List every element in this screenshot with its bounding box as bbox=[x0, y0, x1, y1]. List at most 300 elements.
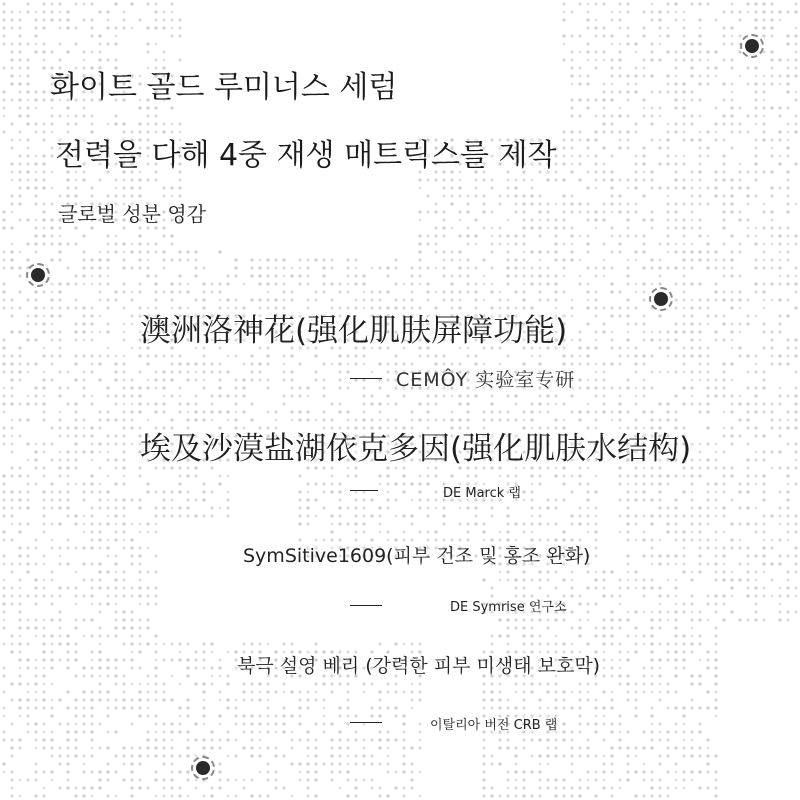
map-dot bbox=[130, 754, 133, 757]
map-dot bbox=[154, 570, 157, 573]
map-dot bbox=[642, 218, 645, 221]
map-dot bbox=[658, 586, 661, 589]
map-dot bbox=[754, 570, 757, 573]
map-dot bbox=[138, 242, 141, 245]
map-dot bbox=[114, 626, 117, 629]
map-dot bbox=[658, 146, 661, 149]
map-dot bbox=[506, 282, 509, 285]
map-dot bbox=[18, 170, 21, 173]
map-dot bbox=[306, 258, 309, 261]
map-dot bbox=[618, 482, 621, 485]
map-dot bbox=[66, 402, 69, 405]
map-dot bbox=[186, 746, 189, 749]
map-dot bbox=[34, 98, 37, 101]
map-dot bbox=[162, 754, 165, 757]
map-dot bbox=[690, 482, 693, 485]
map-dot bbox=[578, 338, 581, 341]
map-dot bbox=[626, 522, 629, 525]
map-dot bbox=[562, 418, 565, 421]
map-dot bbox=[794, 522, 797, 525]
map-dot bbox=[42, 594, 45, 597]
map-dot bbox=[346, 506, 349, 509]
map-dot bbox=[690, 698, 693, 701]
map-dot bbox=[154, 386, 157, 389]
map-dot bbox=[26, 562, 29, 565]
map-dot bbox=[698, 202, 701, 205]
map-dot bbox=[538, 210, 541, 213]
map-dot bbox=[666, 418, 669, 421]
map-dot bbox=[26, 10, 29, 13]
map-dot bbox=[642, 682, 645, 685]
map-dot bbox=[722, 602, 725, 605]
map-dot bbox=[170, 370, 173, 373]
map-dot bbox=[674, 122, 677, 125]
map-dot bbox=[250, 370, 253, 373]
map-dot bbox=[418, 242, 421, 245]
map-dot bbox=[762, 34, 765, 37]
map-dot bbox=[82, 354, 85, 357]
map-dot bbox=[154, 522, 157, 525]
map-dot bbox=[610, 706, 613, 709]
map-dot bbox=[170, 18, 173, 21]
map-dot bbox=[754, 146, 757, 149]
map-dot bbox=[618, 498, 621, 501]
map-dot bbox=[34, 674, 37, 677]
map-dot bbox=[218, 482, 221, 485]
map-dot bbox=[18, 578, 21, 581]
map-dot bbox=[482, 530, 485, 533]
map-dot bbox=[618, 74, 621, 77]
map-dot bbox=[50, 218, 53, 221]
map-dot bbox=[466, 402, 469, 405]
map-dot bbox=[434, 490, 437, 493]
map-dot bbox=[10, 386, 13, 389]
map-dot bbox=[586, 530, 589, 533]
map-dot bbox=[42, 442, 45, 445]
map-dot bbox=[482, 282, 485, 285]
map-dot bbox=[698, 618, 701, 621]
map-dot bbox=[626, 26, 629, 29]
map-dot bbox=[586, 378, 589, 381]
map-dot bbox=[698, 514, 701, 517]
map-dot bbox=[34, 778, 37, 781]
map-dot bbox=[530, 690, 533, 693]
map-dot bbox=[402, 642, 405, 645]
map-dot bbox=[266, 690, 269, 693]
map-dot bbox=[498, 410, 501, 413]
map-dot bbox=[186, 418, 189, 421]
map-dot bbox=[114, 538, 117, 541]
map-dot bbox=[42, 178, 45, 181]
map-dot bbox=[170, 786, 173, 789]
map-dot bbox=[130, 250, 133, 253]
map-dot bbox=[290, 738, 293, 741]
map-dot bbox=[98, 482, 101, 485]
map-dot bbox=[10, 506, 13, 509]
map-dot bbox=[74, 2, 77, 5]
map-dot bbox=[50, 10, 53, 13]
map-dot bbox=[362, 738, 365, 741]
map-dot bbox=[74, 730, 77, 733]
map-dot bbox=[738, 242, 741, 245]
map-dot bbox=[338, 402, 341, 405]
map-dot bbox=[650, 714, 653, 717]
map-dot bbox=[690, 634, 693, 637]
map-dot bbox=[786, 138, 789, 141]
map-dot bbox=[714, 282, 717, 285]
map-dot bbox=[122, 474, 125, 477]
map-dot bbox=[762, 330, 765, 333]
map-dot bbox=[282, 786, 285, 789]
map-dot bbox=[786, 42, 789, 45]
map-dot bbox=[650, 122, 653, 125]
map-dot bbox=[754, 578, 757, 581]
map-dot bbox=[18, 346, 21, 349]
map-dot bbox=[66, 114, 69, 117]
map-dot bbox=[66, 746, 69, 749]
map-dot bbox=[522, 570, 525, 573]
map-dot bbox=[530, 618, 533, 621]
map-dot bbox=[610, 410, 613, 413]
map-dot bbox=[82, 498, 85, 501]
map-dot bbox=[618, 746, 621, 749]
map-dot bbox=[762, 402, 765, 405]
map-dot bbox=[2, 2, 5, 5]
map-dot bbox=[170, 282, 173, 285]
map-dot bbox=[746, 570, 749, 573]
map-dot bbox=[90, 322, 93, 325]
map-dot bbox=[642, 162, 645, 165]
map-dot bbox=[794, 234, 797, 237]
map-dot bbox=[498, 762, 501, 765]
map-dot bbox=[114, 458, 117, 461]
map-dot bbox=[26, 682, 29, 685]
map-dot bbox=[98, 546, 101, 549]
map-dot bbox=[666, 146, 669, 149]
map-dot bbox=[738, 18, 741, 21]
map-dot bbox=[154, 114, 157, 117]
map-dot bbox=[258, 794, 261, 797]
map-dot bbox=[146, 386, 149, 389]
map-dot bbox=[594, 226, 597, 229]
map-dot bbox=[138, 754, 141, 757]
map-dot bbox=[618, 290, 621, 293]
map-dot bbox=[2, 410, 5, 413]
map-dot bbox=[2, 34, 5, 37]
map-dot bbox=[474, 266, 477, 269]
map-dot bbox=[346, 778, 349, 781]
map-dot bbox=[682, 306, 685, 309]
map-dot bbox=[322, 362, 325, 365]
map-dot bbox=[10, 794, 13, 797]
map-dot bbox=[90, 730, 93, 733]
map-dot bbox=[330, 482, 333, 485]
map-dot bbox=[122, 578, 125, 581]
map-dot bbox=[106, 762, 109, 765]
map-dot bbox=[602, 122, 605, 125]
map-dot bbox=[778, 82, 781, 85]
map-dot bbox=[458, 290, 461, 293]
map-dot bbox=[282, 722, 285, 725]
map-dot bbox=[586, 106, 589, 109]
map-dot bbox=[106, 298, 109, 301]
map-dot bbox=[242, 394, 245, 397]
map-dot bbox=[738, 354, 741, 357]
map-dot bbox=[130, 242, 133, 245]
map-dot bbox=[762, 570, 765, 573]
map-dot bbox=[658, 186, 661, 189]
map-dot bbox=[538, 570, 541, 573]
map-dot bbox=[2, 282, 5, 285]
map-dot bbox=[154, 714, 157, 717]
map-dot bbox=[746, 474, 749, 477]
map-dot bbox=[266, 298, 269, 301]
map-dot bbox=[114, 554, 117, 557]
map-dot bbox=[770, 18, 773, 21]
map-dot bbox=[314, 770, 317, 773]
map-dot bbox=[562, 698, 565, 701]
map-dot bbox=[650, 666, 653, 669]
map-dot bbox=[178, 258, 181, 261]
map-dot bbox=[658, 562, 661, 565]
map-dot bbox=[650, 138, 653, 141]
map-dot bbox=[426, 290, 429, 293]
map-dot bbox=[354, 474, 357, 477]
map-dot bbox=[18, 562, 21, 565]
map-dot bbox=[746, 66, 749, 69]
map-dot bbox=[474, 522, 477, 525]
map-dot bbox=[258, 362, 261, 365]
map-dot bbox=[322, 282, 325, 285]
map-dot bbox=[98, 602, 101, 605]
map-dot bbox=[170, 394, 173, 397]
map-dot bbox=[610, 722, 613, 725]
map-dot bbox=[674, 218, 677, 221]
map-dot bbox=[26, 258, 29, 261]
map-dot bbox=[594, 114, 597, 117]
map-dot bbox=[50, 698, 53, 701]
map-dot bbox=[26, 330, 29, 333]
map-dot bbox=[474, 298, 477, 301]
map-dot bbox=[482, 738, 485, 741]
map-dot bbox=[170, 778, 173, 781]
map-dot bbox=[778, 242, 781, 245]
map-dot bbox=[562, 154, 565, 157]
map-dot bbox=[754, 610, 757, 613]
map-dot bbox=[586, 586, 589, 589]
map-dot bbox=[58, 282, 61, 285]
map-dot bbox=[546, 746, 549, 749]
map-dot bbox=[74, 642, 77, 645]
map-dot bbox=[786, 210, 789, 213]
map-dot bbox=[650, 522, 653, 525]
map-dot bbox=[778, 522, 781, 525]
map-dot bbox=[714, 778, 717, 781]
map-dot bbox=[690, 250, 693, 253]
map-dot bbox=[242, 690, 245, 693]
map-dot bbox=[122, 746, 125, 749]
map-dot bbox=[506, 570, 509, 573]
map-dot bbox=[226, 394, 229, 397]
map-dot bbox=[610, 170, 613, 173]
map-dot bbox=[754, 458, 757, 461]
map-dot bbox=[154, 730, 157, 733]
map-dot bbox=[66, 426, 69, 429]
map-dot bbox=[42, 26, 45, 29]
map-dot bbox=[50, 746, 53, 749]
map-dot bbox=[722, 34, 725, 37]
map-dot bbox=[50, 706, 53, 709]
map-dot bbox=[42, 466, 45, 469]
map-dot bbox=[242, 746, 245, 749]
map-dot bbox=[594, 314, 597, 317]
map-dot bbox=[434, 474, 437, 477]
map-dot bbox=[50, 538, 53, 541]
map-dot bbox=[642, 578, 645, 581]
map-dot bbox=[642, 666, 645, 669]
map-dot bbox=[514, 290, 517, 293]
map-dot bbox=[570, 138, 573, 141]
map-dot bbox=[714, 394, 717, 397]
map-dot bbox=[642, 114, 645, 117]
map-dot bbox=[122, 594, 125, 597]
map-dot bbox=[122, 514, 125, 517]
map-dot bbox=[450, 298, 453, 301]
map-dot bbox=[682, 474, 685, 477]
map-dot bbox=[306, 386, 309, 389]
map-dot bbox=[698, 82, 701, 85]
map-dot bbox=[130, 402, 133, 405]
map-dot bbox=[2, 714, 5, 717]
map-dot bbox=[634, 154, 637, 157]
map-dot bbox=[490, 698, 493, 701]
map-dot bbox=[690, 394, 693, 397]
map-dot bbox=[26, 778, 29, 781]
map-dot bbox=[418, 498, 421, 501]
map-dot bbox=[2, 66, 5, 69]
map-dot bbox=[10, 442, 13, 445]
map-dot bbox=[538, 514, 541, 517]
map-dot bbox=[58, 466, 61, 469]
map-dot bbox=[746, 418, 749, 421]
map-dot bbox=[274, 722, 277, 725]
map-dot bbox=[634, 514, 637, 517]
map-dot bbox=[274, 770, 277, 773]
map-dot bbox=[594, 602, 597, 605]
map-dot bbox=[586, 690, 589, 693]
map-dot bbox=[162, 498, 165, 501]
map-dot bbox=[578, 746, 581, 749]
map-dot bbox=[698, 458, 701, 461]
map-dot bbox=[114, 594, 117, 597]
map-dot bbox=[706, 202, 709, 205]
map-dot bbox=[154, 242, 157, 245]
map-dot bbox=[626, 554, 629, 557]
map-dot bbox=[650, 690, 653, 693]
map-dot bbox=[730, 58, 733, 61]
map-dot bbox=[698, 234, 701, 237]
map-dot bbox=[634, 42, 637, 45]
map-dot bbox=[50, 482, 53, 485]
map-dot bbox=[730, 442, 733, 445]
map-dot bbox=[258, 738, 261, 741]
map-dot bbox=[202, 370, 205, 373]
map-dot bbox=[570, 706, 573, 709]
map-dot bbox=[794, 554, 797, 557]
map-dot bbox=[274, 410, 277, 413]
map-dot bbox=[698, 506, 701, 509]
map-dot bbox=[106, 394, 109, 397]
map-dot bbox=[650, 418, 653, 421]
map-dot bbox=[18, 194, 21, 197]
map-dot bbox=[2, 610, 5, 613]
map-dot bbox=[690, 402, 693, 405]
map-dot bbox=[26, 298, 29, 301]
map-dot bbox=[578, 378, 581, 381]
map-dot bbox=[210, 786, 213, 789]
map-dot bbox=[770, 258, 773, 261]
map-dot bbox=[762, 114, 765, 117]
map-dot bbox=[690, 474, 693, 477]
map-dot bbox=[522, 578, 525, 581]
map-dot bbox=[122, 386, 125, 389]
map-dot bbox=[42, 170, 45, 173]
map-dot bbox=[106, 306, 109, 309]
map-dot bbox=[618, 210, 621, 213]
map-dot bbox=[162, 290, 165, 293]
map-dot bbox=[66, 506, 69, 509]
map-dot bbox=[546, 218, 549, 221]
map-dot bbox=[770, 242, 773, 245]
map-dot bbox=[26, 338, 29, 341]
map-dot bbox=[514, 194, 517, 197]
map-dot bbox=[506, 298, 509, 301]
map-dot bbox=[90, 546, 93, 549]
map-dot bbox=[122, 338, 125, 341]
map-dot bbox=[682, 666, 685, 669]
map-dot bbox=[226, 738, 229, 741]
map-dot bbox=[106, 602, 109, 605]
map-dot bbox=[794, 66, 797, 69]
map-dot bbox=[418, 722, 421, 725]
map-dot bbox=[450, 202, 453, 205]
map-dot bbox=[330, 530, 333, 533]
map-dot bbox=[66, 754, 69, 757]
map-dot bbox=[482, 754, 485, 757]
map-dot bbox=[266, 362, 269, 365]
map-dot bbox=[706, 50, 709, 53]
map-dot bbox=[178, 722, 181, 725]
map-dot bbox=[642, 98, 645, 101]
map-dot bbox=[338, 482, 341, 485]
map-dot bbox=[42, 354, 45, 357]
map-dot bbox=[754, 426, 757, 429]
map-dot bbox=[130, 290, 133, 293]
map-dot bbox=[394, 418, 397, 421]
map-dot bbox=[58, 634, 61, 637]
map-dot bbox=[738, 618, 741, 621]
map-dot bbox=[570, 162, 573, 165]
map-dot bbox=[506, 178, 509, 181]
map-dot bbox=[138, 746, 141, 749]
map-dot bbox=[290, 762, 293, 765]
map-dot bbox=[778, 490, 781, 493]
map-dot bbox=[786, 418, 789, 421]
map-dot bbox=[578, 482, 581, 485]
map-dot bbox=[290, 410, 293, 413]
map-dot bbox=[666, 730, 669, 733]
map-dot bbox=[482, 194, 485, 197]
